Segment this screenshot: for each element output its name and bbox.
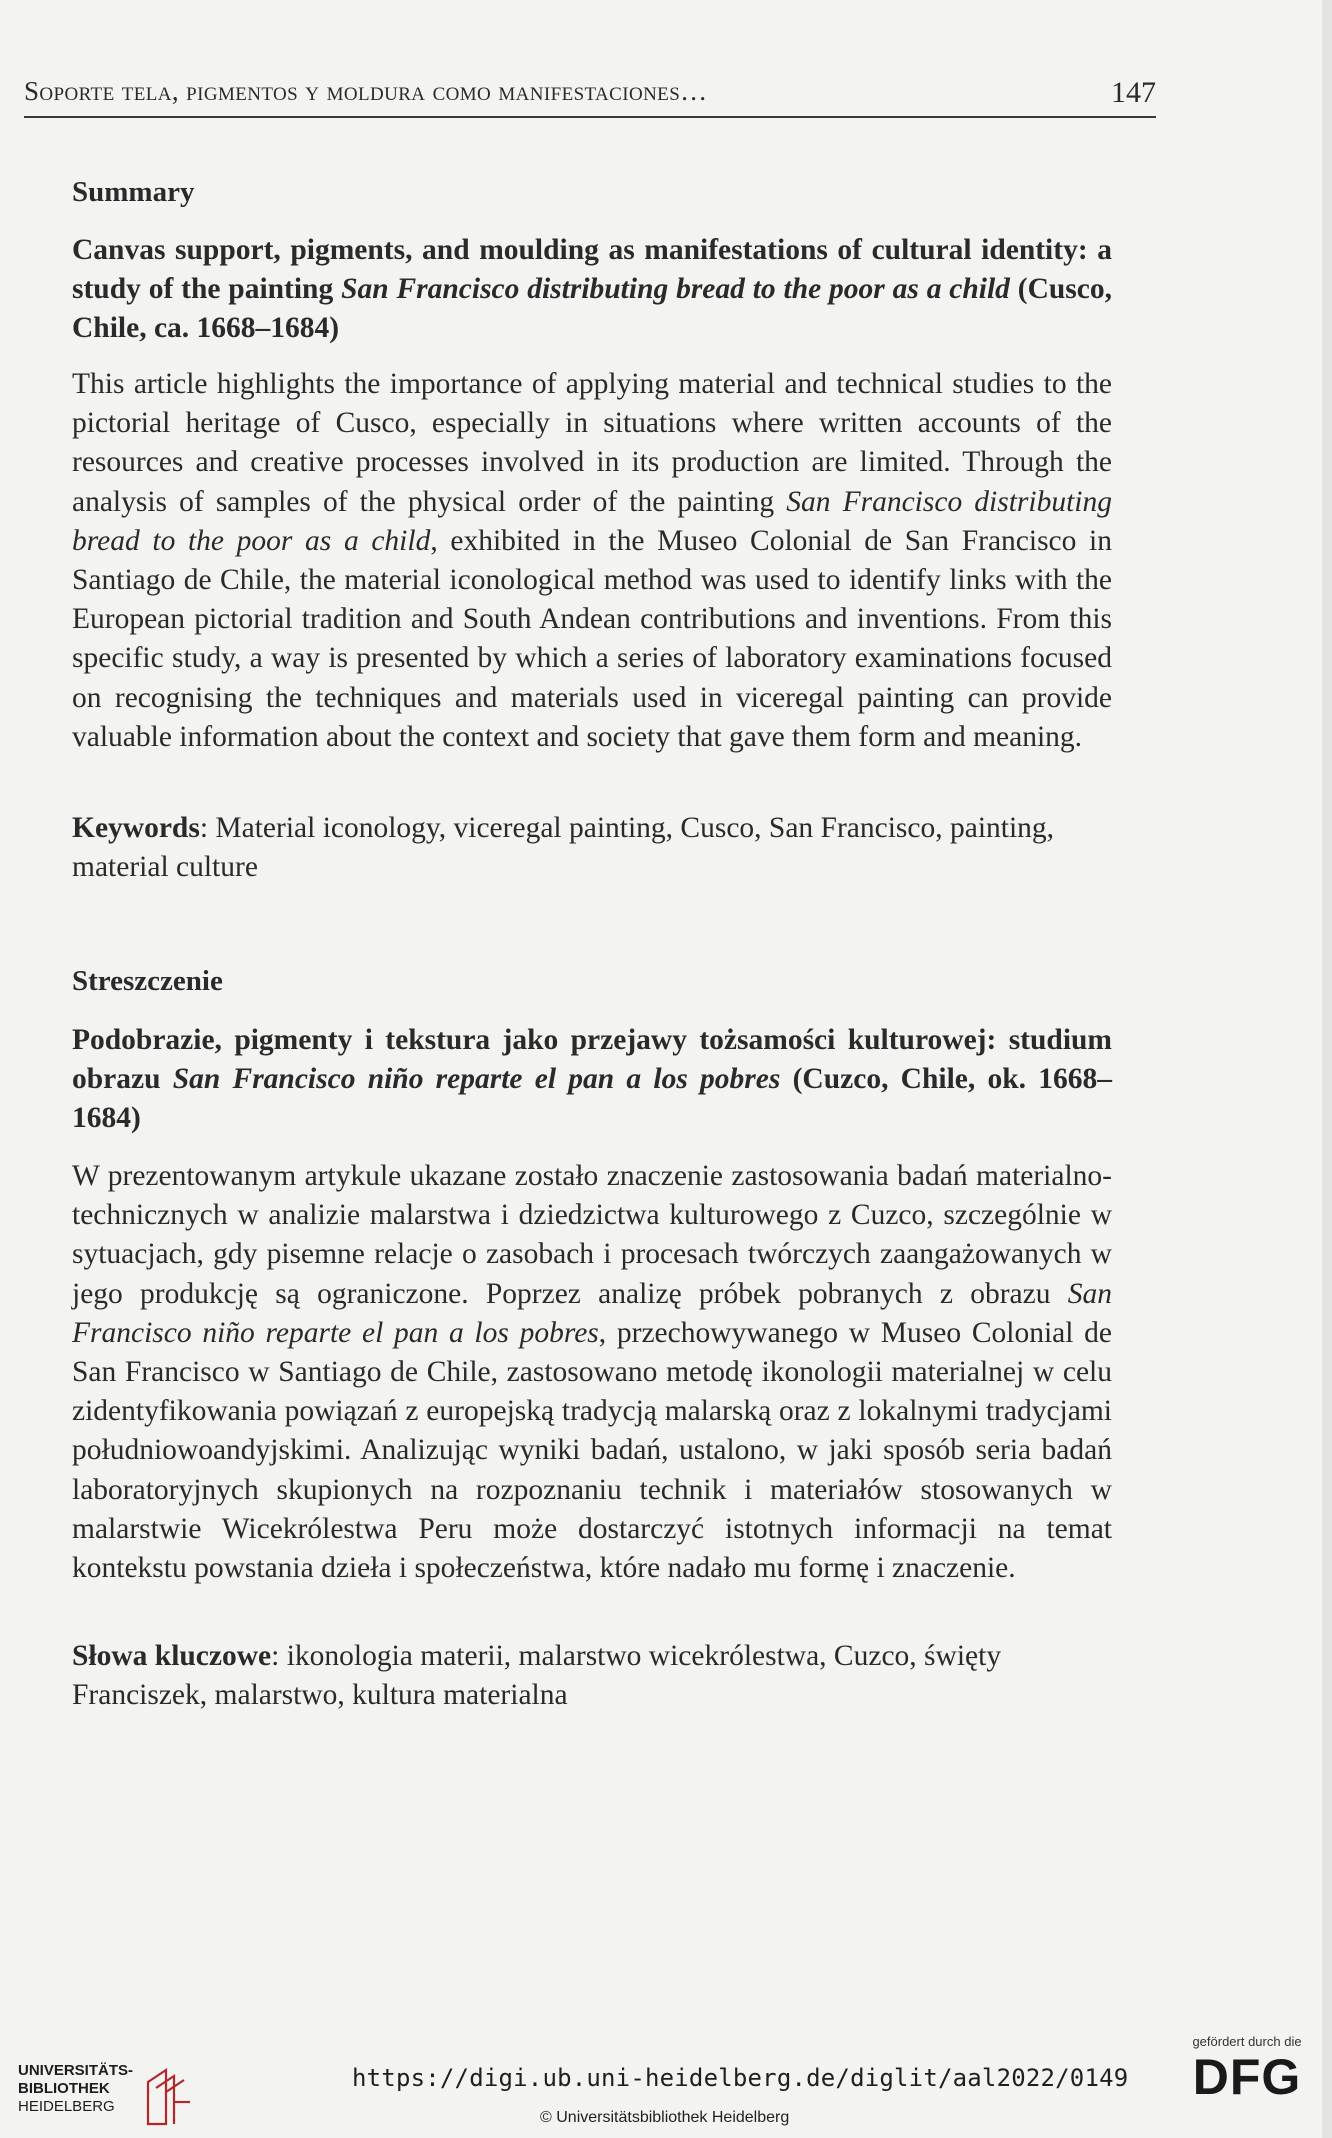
streszczenie-abstract-block [72,1157,1112,1588]
summary-abstract [72,365,1112,757]
library-name [18,2062,133,2116]
library-emblem-icon [144,2062,204,2126]
keywords-text: : ikonologia materii, malarstwo wicekrólestwa, Cuzco, święty Franciszek, malarstwo, kultura materialna [72,1640,1002,1712]
title-text: Podobrazie, pigmenty i tekstura jako przejawy tożsamości kulturowej: studium obrazu [72,1024,1112,1095]
title-italic: San Francisco distributing bread to the poor as a child [341,273,1010,305]
abstract-text-end: , przechowywanego w Museo Colonial de San Francisco w Santiago de Chile, zastosowano metodę ikonologii materialnej w celu zidentyfikowania powiązań z europejską tradycją malarską oraz z lokalnymi tradycjami południowoandyjskimi. Analizując wyniki badań, ustalono, w jaki sposób seria badań laboratoryjnych skupionych na rozpoznaniu technik i materiałów stosowanych w malarstwie Wicekrólestwa Peru może dostarczyć istotnych informacji na temat kontekstu powstania dzieła i społeczeństwa, które nadało mu formę i znaczenie. [72,1316,1112,1585]
funder-note: gefördert durch die [1192,2034,1302,2049]
streszczenie-heading-block [72,965,1112,998]
keywords-text: : Material iconology, viceregal painting, Cusco, San Francisco, painting, material culture [72,812,1055,884]
keywords-label: Słowa kluczowe [72,1640,272,1672]
library-line-2: BIBLIOTHEK [18,2080,110,2097]
university-library-logo[interactable] [18,2062,198,2122]
summary-keywords [72,809,1112,887]
permalink-link[interactable]: https://digi.ub.uni-heidelberg.de/diglit/aal2022/0149 [352,2064,1129,2092]
running-header [24,76,1156,118]
abstract-text-end: , exhibited in the Museo Colonial de San Francisco in Santiago de Chile, the material iconological method was used to identify links with the European pictorial tradition and South Andean contributions and inventions. From this specific study, a way is presented by which a series of laboratory examinations focused on recognising the techniques and materials used in viceregal painting can provide valuable information about the context and society that gave them form and meaning. [72,524,1112,753]
library-line-1: UNIVERSITÄTS- [18,2062,134,2079]
summary-heading: Summary [72,176,195,208]
title-text-end: (Cuzco, Chile, ok. 1668–1684) [72,1063,1112,1134]
running-title: Soporte tela, pigmentos y moldura como manifestaciones… [24,76,708,106]
copyright-notice: © Universitätsbibliothek Heidelberg [540,2109,790,2126]
summary-article-title [72,231,1112,348]
library-line-3: HEIDELBERG [18,2098,115,2115]
abstract-text: W prezentowanym artykule ukazane zostało znaczenie zastosowania badań materialno-technicznych w analizie malarstwa i dziedzictwa kulturowego z Cuzco, szczególnie w sytuacjach, gdy pisemne relacje o zasobach i procesach twórczych zaangażowanych w jego produkcję są ograniczone. Poprzez analizę próbek pobranych z obrazu [72,1160,1112,1310]
streszczenie-heading: Streszczenie [72,965,223,997]
streszczenie-abstract [72,1157,1112,1588]
streszczenie-title-block [72,1021,1112,1138]
streszczenie-keywords-block [72,1637,1112,1715]
streszczenie-article-title [72,1021,1112,1138]
summary-abstract-block [72,365,1112,757]
title-text: Canvas support, pigments, and moulding as manifestations of cultural identity: a study of the painting [72,234,1112,305]
dfg-funding-logo[interactable] [1182,2034,1312,2105]
page-number: 147 [1111,76,1156,109]
abstract-text: This article highlights the importance of applying material and technical studies to the pictorial heritage of Cusco, especially in situations where written accounts of the resources and creative processes involved in its production are limited. Through the analysis of samples of the physical order of the painting [72,368,1112,518]
streszczenie-keywords [72,1637,1112,1715]
title-italic: San Francisco niño reparte el pan a los pobres [172,1063,781,1095]
abstract-italic: San Francisco distributing bread to the poor as a child [72,485,1112,557]
summary-title-block [72,231,1112,348]
digitization-footer [0,2020,1332,2138]
dfg-logo-text: DFG [1192,2049,1302,2105]
keywords-label: Keywords [72,812,200,844]
title-text-end: (Cusco, Chile, ca. 1668–1684) [72,273,1113,344]
abstract-italic: San Francisco niño reparte el pan a los pobres [72,1277,1112,1349]
summary-heading-block [72,176,1112,209]
page-edge [1322,0,1332,2138]
summary-keywords-block [72,809,1112,887]
